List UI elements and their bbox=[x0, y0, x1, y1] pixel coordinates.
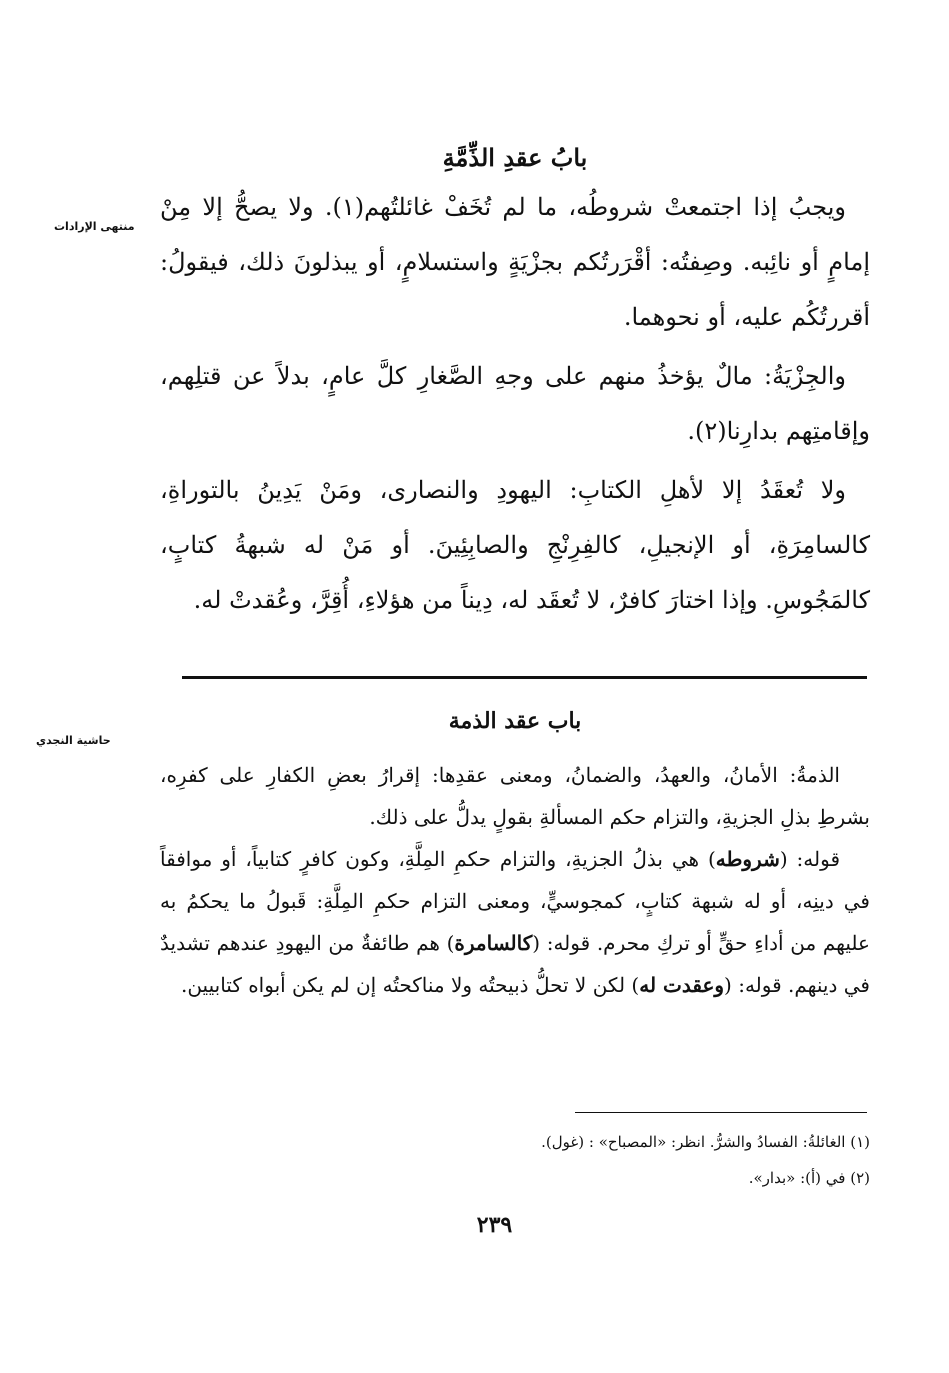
page-number: ٢٣٩ bbox=[476, 1212, 513, 1238]
footnotes-block bbox=[160, 1124, 870, 1196]
commentary-term-uqidat: وعقدت له bbox=[639, 973, 725, 997]
commentary-paragraph-1: الذمةُ: الأمانُ، والعهدُ، والضمانُ، ومعنى عقدِها: إقرارُ بعضِ الكفارِ على كفرِه، بشرطِ بذلِ الجزيةِ، والتزام حكم المسألةِ بقولٍ يدلُّ على ذلك. bbox=[160, 763, 870, 829]
commentary-text: ) هي بذلُ الجزيةِ، والتزام حكمِ المِلَّةِ، وكون كافرٍ كتابياً، أو موافقاً في دينِه، أو له شبهة كتابٍ، كمجوسيٍّ، ومعنى التزام حكمِ المِلَّةِ: قَبولُ ما يحكمُ به عليهم من أداءِ حقٍّ أو تركِ محرم. قوله: ( bbox=[160, 847, 870, 955]
footnote-rule bbox=[575, 1112, 867, 1113]
footnote-1: (١) الغائلةُ: الفسادُ والشرُّ. انظر: «المصباح» : (غول). bbox=[541, 1133, 870, 1151]
side-label-main-source: منتهى الإرادات bbox=[54, 220, 135, 233]
commentary-section-title: باب عقد الذمة bbox=[448, 708, 582, 734]
commentary-paragraph-2 bbox=[160, 838, 870, 1006]
section-divider bbox=[182, 676, 867, 679]
main-section-title: بابُ عقدِ الذِّمَّةِ bbox=[442, 143, 588, 172]
side-label-commentary-source: حاشية النجدي bbox=[36, 734, 111, 747]
commentary-block bbox=[160, 700, 870, 1006]
commentary-term-shurutuh: شروطه bbox=[715, 847, 780, 871]
commentary-term-samira: كالسامرة bbox=[454, 931, 533, 955]
footnote-2: (٢) في (أ): «بدار». bbox=[748, 1169, 870, 1187]
main-text-block bbox=[160, 136, 870, 628]
commentary-text: قوله: ( bbox=[779, 847, 840, 871]
commentary-text: ) لكن لا تحلُّ ذبيحتُه ولا مناكحتُه إن لم يكن أبواه كتابيين. bbox=[180, 973, 640, 997]
main-paragraph-2: والجِزْيَةُ: مالٌ يؤخذُ منهم على وجهِ الصَّغارِ كلَّ عامٍ، بدلاً عن قتلِهم، وإقامتِهم بدارِنا(٢). bbox=[160, 362, 870, 445]
main-paragraph-3: ولا تُعقَدُ إلا لأهلِ الكتابِ: اليهودِ والنصارى، ومَنْ يَدِينُ بالتوراةِ، كالسامِرَةِ، أو الإنجيلِ، كالفِرِنْجِ والصابِئِينَ. أو مَنْ له شبهةُ كتابٍ، كالمَجُوسِ. وإذا اختارَ كافرٌ، لا تُعقَد له، دِيناً من هؤلاءِ، أُقِرَّ، وعُقدتْ له. bbox=[160, 476, 871, 614]
main-paragraph-1: ويجبُ إذا اجتمعتْ شروطُه، ما لم تُخَفْ غائلتُهم(١). ولا يصحُّ إلا مِنْ إمامٍ أو نائِبه. وصِفتُه: أقْرَرتُكم بجزْيَةٍ واستسلامٍ، أو يبذلونَ ذلك، فيقولُ: أقررتُكُم عليه، أو نحوهما. bbox=[160, 193, 870, 331]
commentary-text: ) هم طائفةٌ من اليهودِ عندهم تشديدٌ في دينهم. قوله: ( bbox=[160, 931, 870, 997]
